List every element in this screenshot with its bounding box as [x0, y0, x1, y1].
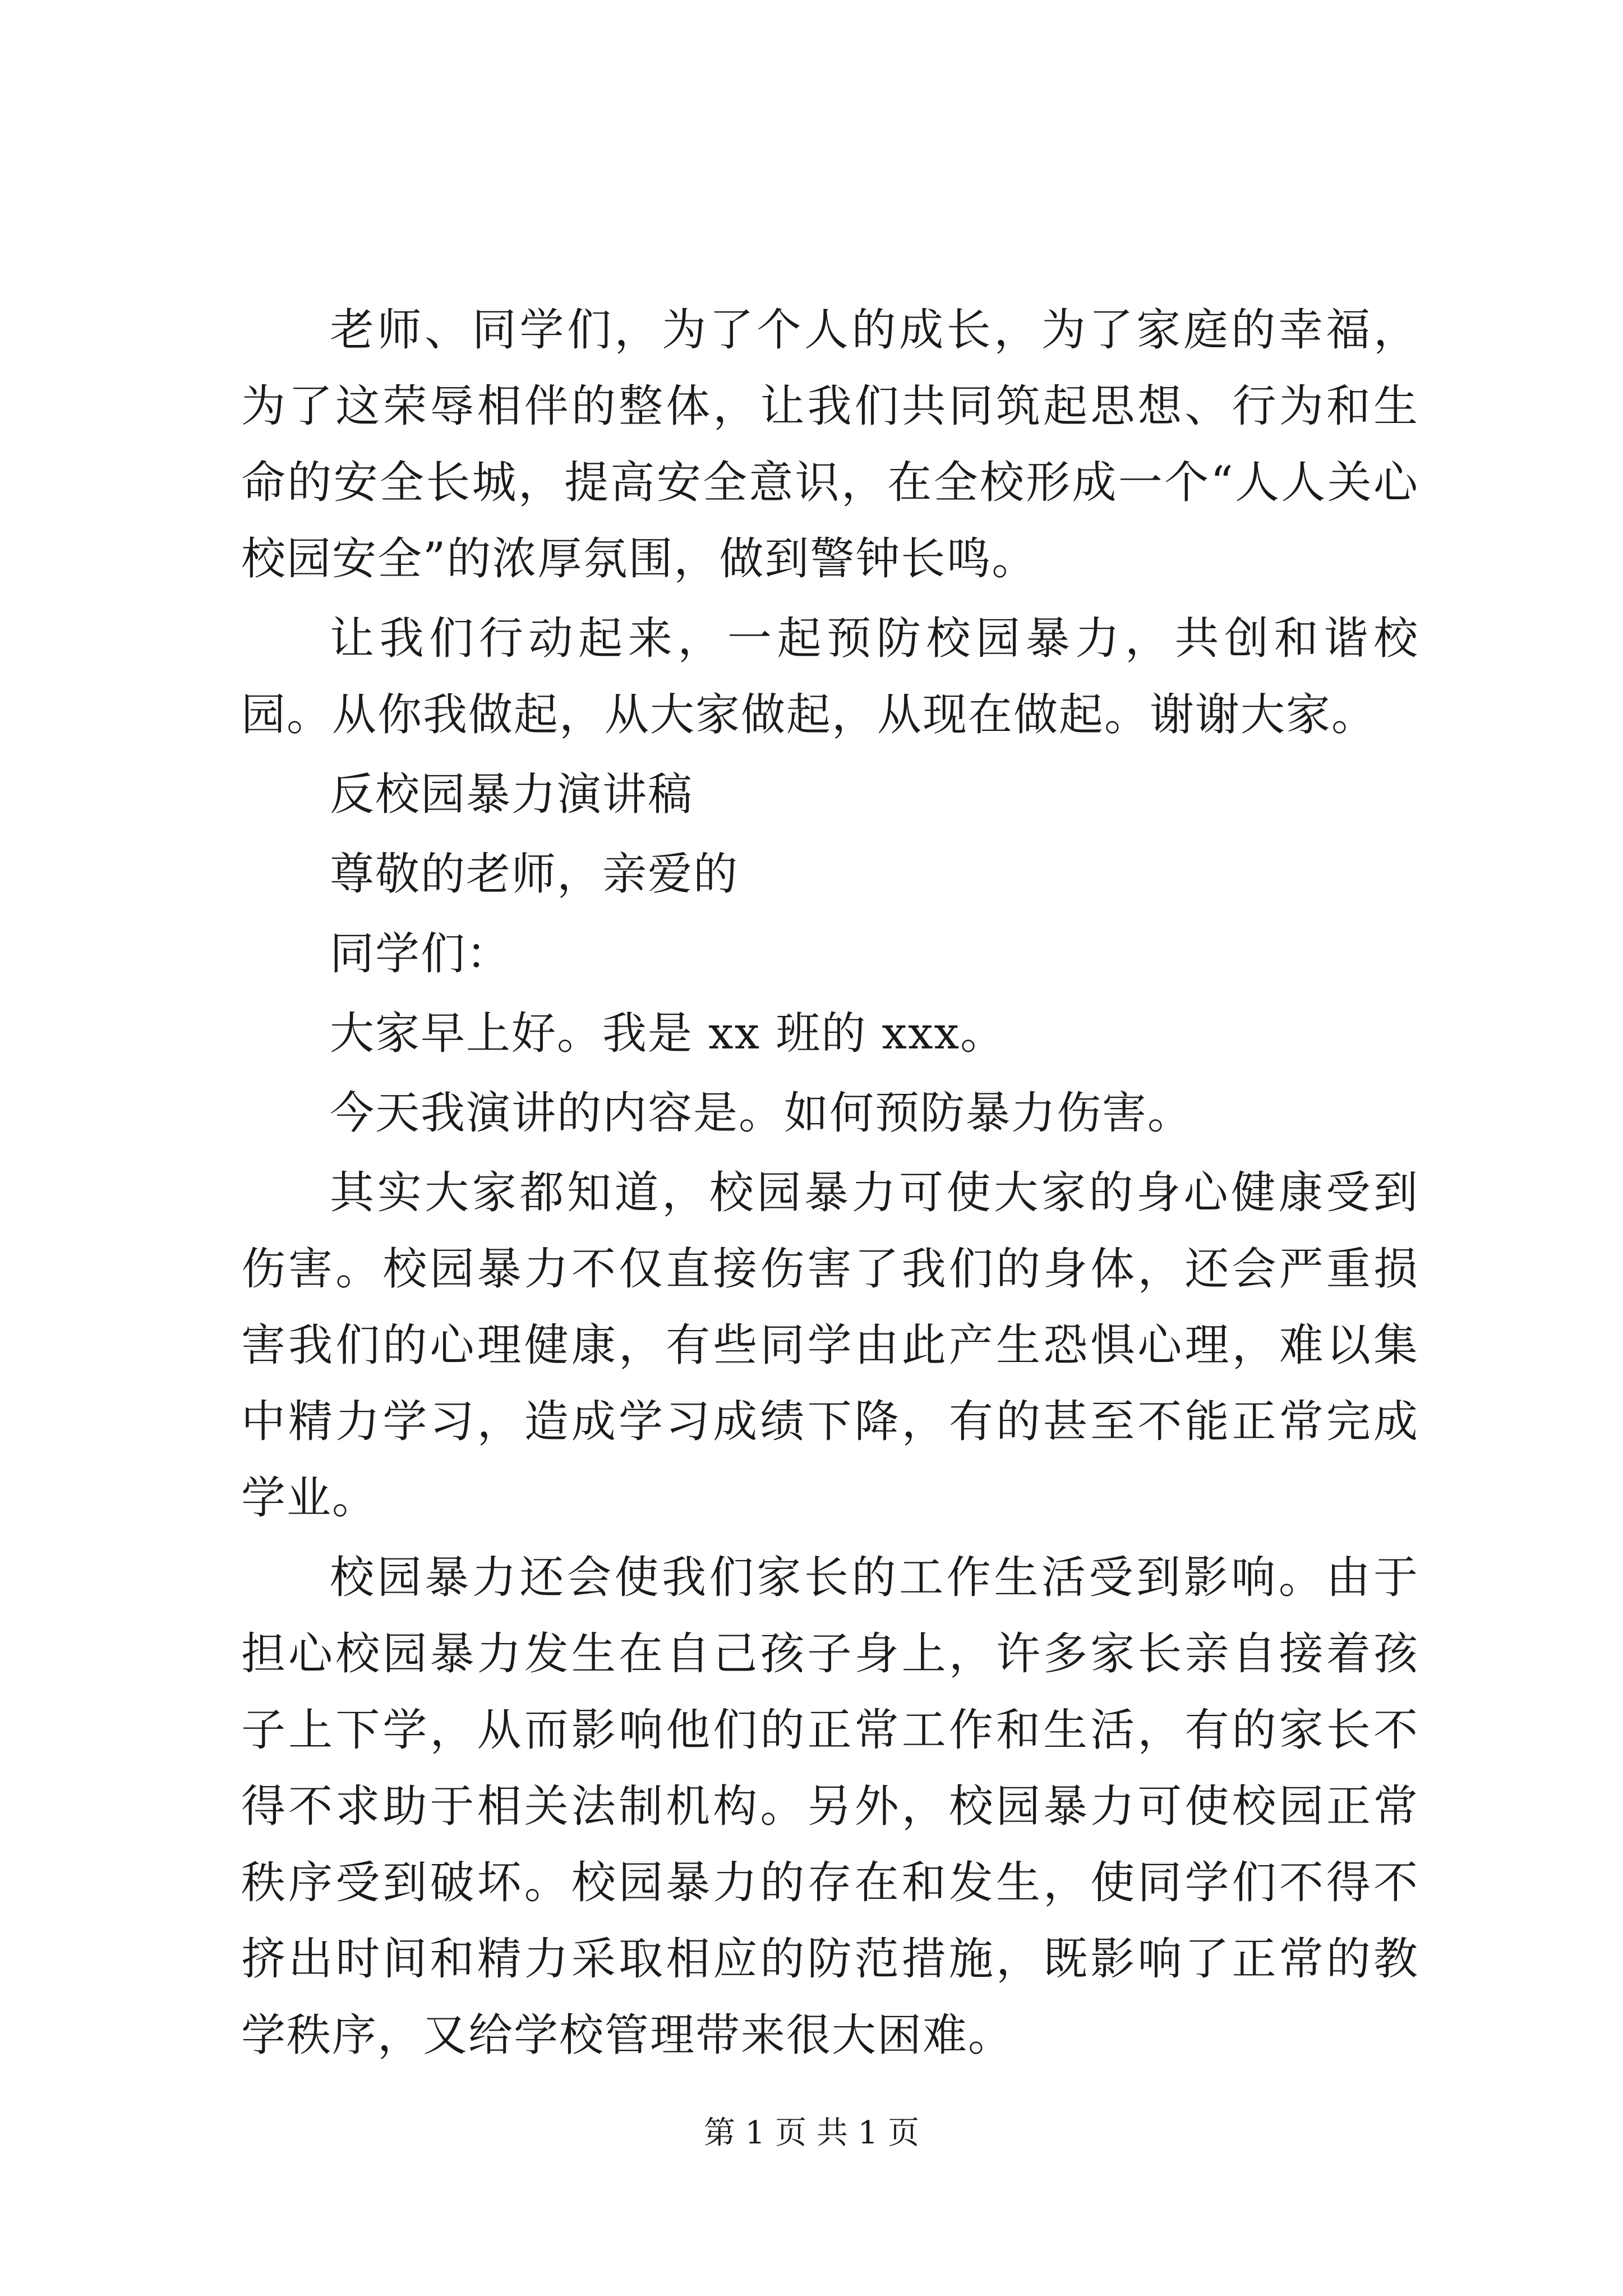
page-number-footer: 第 1 页 共 1 页	[703, 2115, 920, 2151]
paragraph-harm-to-parents-and-school: 校园暴力还会使我们家长的工作生活受到影响。由于担心校园暴力发生在自己孩子身上，许多家长亲自接着孩子上下学，从而影响他们的正常工作和生活，有的家长不得不求助于相关法制机构。另外，校园暴力可使校园正常秩序受到破坏。校园暴力的存在和发生，使同学们不得不挤出时间和精力采取相应的防范措施，既影响了正常的教学秩序，又给学校管理带来很大困难。	[241, 1552, 1419, 2061]
paragraph-closing-appeal: 老师、同学们，为了个人的成长，为了家庭的幸福，为了这荣辱相伴的整体，让我们共同筑起思想、行为和生命的安全长城，提高安全意识，在全校形成一个“人人关心校园安全”的浓厚氛围，做到警钟长鸣。	[241, 304, 1419, 585]
document-body	[241, 292, 1419, 2073]
speech-title: 反校园暴力演讲稿	[330, 769, 693, 820]
salutation-line-2: 同学们：	[330, 928, 511, 979]
topic-line: 今天我演讲的内容是。如何预防暴力伤害。	[330, 1087, 1193, 1139]
paragraph-harm-to-students: 其实大家都知道，校园暴力可使大家的身心健康受到伤害。校园暴力不仅直接伤害了我们的身体，还会严重损害我们的心理健康，有些同学由此产生恐惧心理，难以集中精力学习，造成学习成绩下降，有的甚至不能正常完成学业。	[241, 1167, 1419, 1524]
salutation-line-1: 尊敬的老师，亲爱的	[330, 848, 739, 900]
greeting-line: 大家早上好。我是 xx 班的 xxx。	[330, 1007, 1006, 1059]
paragraph-call-to-action: 让我们行动起来，一起预防校园暴力，共创和谐校园。从你我做起，从大家做起，从现在做起。谢谢大家。	[241, 613, 1419, 740]
